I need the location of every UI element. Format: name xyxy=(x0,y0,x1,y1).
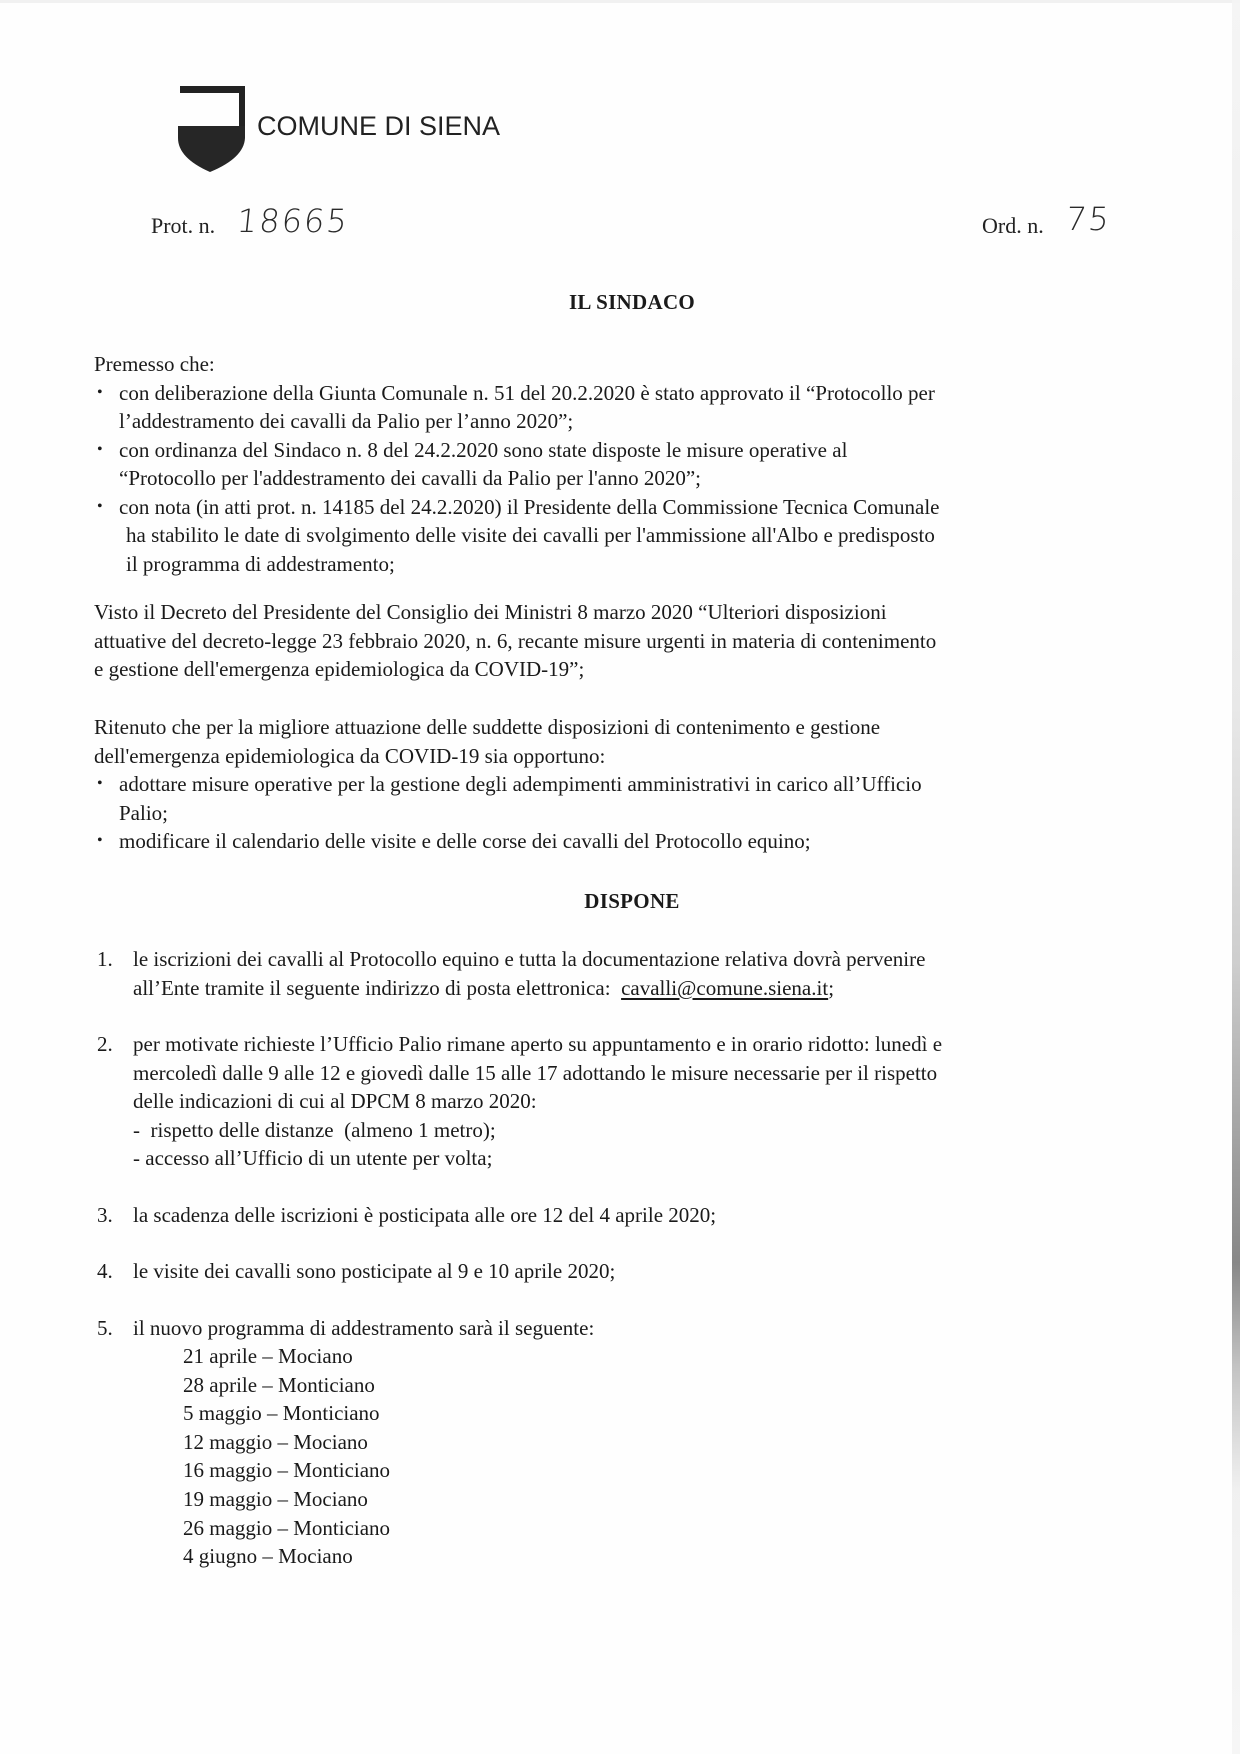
schedule-entry: 4 giugno – Mociano xyxy=(183,1544,353,1569)
schedule-entry: 12 maggio – Mociano xyxy=(183,1429,368,1454)
item-number: 3. xyxy=(97,1202,113,1227)
list-item-text: la scadenza delle iscrizioni è posticipata alle ore 12 del 4 aprile 2020; xyxy=(133,1202,717,1227)
ritenuto-paragraph xyxy=(94,713,1108,770)
ordinance-number-handwritten: 75 xyxy=(1064,200,1113,238)
list-item-text: le visite dei cavalli sono posticipate al 9 e 10 aprile 2020; xyxy=(133,1259,616,1283)
visto-paragraph xyxy=(94,598,1108,684)
list-item xyxy=(94,1030,1108,1173)
list-item-text: il nuovo programma di addestramento sarà il seguente: xyxy=(133,1315,595,1340)
bullet-icon: • xyxy=(97,775,103,792)
list-item-text: con ordinanza del Sindaco n. 8 del 24.2.2020 sono state disposte le misure operative al xyxy=(119,437,848,462)
bullet-icon: • xyxy=(97,832,103,849)
title-dispone: DISPONE xyxy=(584,889,680,913)
shield-coat-of-arms-icon xyxy=(178,86,246,172)
list-item xyxy=(94,436,1108,493)
list-item xyxy=(94,379,1108,436)
email-link[interactable]: cavalli@comune.siena.it xyxy=(621,975,829,1000)
scan-edge-top xyxy=(0,0,1240,3)
bullet-icon: • xyxy=(97,440,103,458)
training-schedule xyxy=(133,1342,1108,1571)
visto-line: attuative del decreto-legge 23 febbraio 2020, n. 6, recante misure urgenti in materia di contenimento xyxy=(94,628,937,653)
schedule-entry: 26 maggio – Monticiano xyxy=(183,1515,391,1540)
ritenuto-line: Ritenuto che per la migliore attuazione delle suddette disposizioni di contenimento e gestione xyxy=(94,715,881,739)
ordinance-label: Ord. n. xyxy=(982,213,1044,238)
ritenuto-section xyxy=(94,713,1108,856)
dispone-section xyxy=(94,945,1108,1571)
premesso-section xyxy=(94,350,1108,578)
item-number: 5. xyxy=(97,1315,113,1340)
list-item xyxy=(94,1314,1108,1571)
list-item-text: per motivate richieste l’Ufficio Palio rimane aperto su appuntamento e in orario ridotto: lunedì e xyxy=(133,1032,943,1056)
premesso-intro: Premesso che: xyxy=(94,352,215,376)
schedule-entry: 28 aprile – Monticiano xyxy=(183,1372,375,1397)
list-item-text: il programma di addestramento; xyxy=(126,551,395,576)
item-number: 2. xyxy=(97,1032,113,1056)
visto-line: Visto il Decreto del Presidente del Consiglio dei Ministri 8 marzo 2020 “Ulteriori disposizioni xyxy=(94,600,887,624)
scan-edge-shadow xyxy=(1232,0,1240,1754)
item-number: 1. xyxy=(97,947,113,971)
sub-item-text: - accesso all’Ufficio di un utente per volta; xyxy=(133,1146,493,1170)
list-item-text: “Protocollo per l'addestramento dei cavalli da Palio per l'anno 2020”; xyxy=(119,466,701,490)
list-item xyxy=(94,945,1108,1002)
organization-name: COMUNE DI SIENA xyxy=(257,111,501,141)
ritenuto-list xyxy=(94,770,1108,856)
list-item-text: con deliberazione della Giunta Comunale n. 51 del 20.2.2020 è stato approvato il “Protocollo per xyxy=(119,380,935,405)
sub-item-text: - rispetto delle distanze (almeno 1 metro); xyxy=(133,1117,496,1142)
item-number: 4. xyxy=(97,1259,113,1283)
list-item-text: le iscrizioni dei cavalli al Protocollo equino e tutta la documentazione relativa dovrà pervenire xyxy=(133,947,926,971)
list-item-text: mercoledì dalle 9 alle 12 e giovedì dalle 15 alle 17 adottando le misure necessarie per il rispetto xyxy=(133,1060,938,1085)
visto-line: e gestione dell'emergenza epidemiologica da COVID-19”; xyxy=(94,657,585,681)
list-item-text: delle indicazioni di cui al DPCM 8 marzo 2020: xyxy=(133,1089,537,1113)
protocol-label: Prot. n. xyxy=(151,213,216,238)
list-item xyxy=(94,827,1108,856)
list-item-text: ; xyxy=(828,975,835,1000)
list-item-text: l’addestramento dei cavalli da Palio per l’anno 2020”; xyxy=(119,409,574,433)
bullet-icon: • xyxy=(97,383,103,401)
schedule-entry: 5 maggio – Monticiano xyxy=(183,1401,380,1426)
list-item xyxy=(94,1257,1108,1286)
list-item-text: all’Ente tramite il seguente indirizzo di posta elettronica: xyxy=(133,975,622,1000)
list-item xyxy=(94,493,1108,579)
premesso-list xyxy=(94,379,1108,579)
schedule-entry: 21 aprile – Mociano xyxy=(183,1344,353,1368)
dispone-list xyxy=(94,945,1108,1571)
title-il-sindaco: IL SINDACO xyxy=(568,290,696,314)
schedule-entry: 16 maggio – Monticiano xyxy=(183,1458,391,1483)
list-item xyxy=(94,770,1108,827)
list-item-text: con nota (in atti prot. n. 14185 del 24.2.2020) il Presidente della Commissione Tecnica Comunale xyxy=(119,494,940,519)
protocol-number-handwritten: 18665 xyxy=(235,202,351,240)
list-item xyxy=(94,1201,1108,1230)
list-item-text: ha stabilito le date di svolgimento delle visite dei cavalli per l'ammissione all'Albo e predisposto xyxy=(126,523,935,547)
bullet-icon: • xyxy=(97,497,103,515)
list-item-text: Palio; xyxy=(119,800,169,825)
list-item-text: modificare il calendario delle visite e delle corse dei cavalli del Protocollo equino; xyxy=(119,829,811,853)
schedule-entry: 19 maggio – Mociano xyxy=(183,1486,368,1511)
visto-section xyxy=(94,598,1108,684)
list-item-text: adottare misure operative per la gestione degli adempimenti amministrativi in carico all’Ufficio xyxy=(119,772,922,796)
ritenuto-line: dell'emergenza epidemiologica da COVID-19 sia opportuno: xyxy=(94,743,606,768)
